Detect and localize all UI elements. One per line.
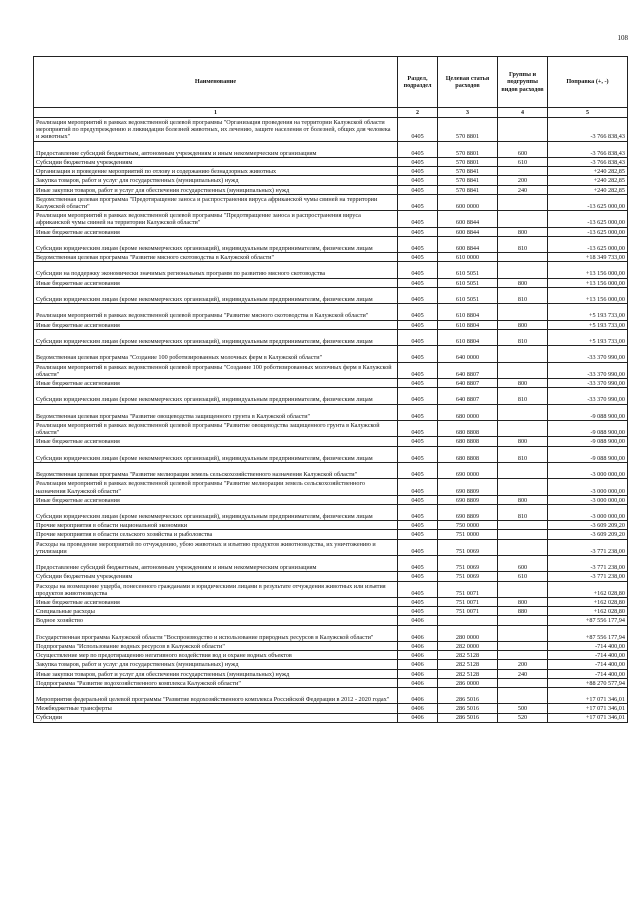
cell-article: 600 8844: [438, 236, 498, 252]
table-row: [34, 437, 628, 446]
cell-section: 0405: [398, 388, 438, 404]
cell-group: 500: [498, 704, 548, 713]
cell-section: 0405: [398, 262, 438, 278]
cell-name: Иные бюджетные ассигнования: [34, 379, 398, 388]
cell-name: Субсидии бюджетным учреждениям: [34, 572, 398, 581]
cell-amendment: +87 556 177,94: [548, 616, 628, 625]
cell-section: 0405: [398, 278, 438, 287]
cell-section: 0405: [398, 304, 438, 320]
cell-amendment: -3 766 838,43: [548, 157, 628, 166]
cell-section: 0405: [398, 236, 438, 252]
cell-amendment: +162 028,80: [548, 598, 628, 607]
cell-section: 0406: [398, 704, 438, 713]
cell-section: 0406: [398, 669, 438, 678]
table-row: [34, 556, 628, 572]
cell-amendment: +17 071 346,01: [548, 687, 628, 703]
cell-name: Иные бюджетные ассигнования: [34, 495, 398, 504]
cell-name: Расходы на проведение мероприятий по отчуждению, убою животных и изъятию продуктов животноводства, их уничтожению и утилизации: [34, 539, 398, 555]
cell-section: 0405: [398, 227, 438, 236]
cell-group: 800: [498, 320, 548, 329]
cell-group: 800: [498, 379, 548, 388]
cell-section: 0405: [398, 556, 438, 572]
table-row: [34, 118, 628, 142]
cell-section: 0405: [398, 581, 438, 597]
cell-article: 610 8804: [438, 320, 498, 329]
cell-group: 880: [498, 607, 548, 616]
cell-name: Подпрограмма "Использование водных ресурсов в Калужской области": [34, 641, 398, 650]
table-row: [34, 287, 628, 303]
cell-section: 0405: [398, 504, 438, 520]
table-row: [34, 278, 628, 287]
cell-article: 600 8844: [438, 211, 498, 227]
cell-amendment: +5 193 733,00: [548, 329, 628, 345]
cell-group: [498, 641, 548, 650]
cell-article: 690 8809: [438, 504, 498, 520]
cell-amendment: -9 088 900,00: [548, 437, 628, 446]
cell-article: 640 8807: [438, 379, 498, 388]
cell-article: 570 8841: [438, 176, 498, 185]
cell-group: 810: [498, 287, 548, 303]
table-row: [34, 598, 628, 607]
table-row: [34, 236, 628, 252]
table-row: [34, 581, 628, 597]
cell-article: 750 0000: [438, 521, 498, 530]
cell-section: 0405: [398, 287, 438, 303]
cell-amendment: -9 088 900,00: [548, 446, 628, 462]
table-row: [34, 167, 628, 176]
cell-section: 0405: [398, 521, 438, 530]
cell-amendment: +18 349 733,00: [548, 253, 628, 262]
cell-amendment: -3 771 238,00: [548, 539, 628, 555]
cell-article: 282 0000: [438, 641, 498, 650]
cell-section: 0406: [398, 713, 438, 722]
cell-section: 0406: [398, 641, 438, 650]
cell-amendment: -33 370 990,00: [548, 346, 628, 362]
cell-section: 0406: [398, 687, 438, 703]
table-row: [34, 704, 628, 713]
cell-article: 610 8804: [438, 304, 498, 320]
table-row: [34, 616, 628, 625]
cell-article: 690 0000: [438, 462, 498, 478]
cell-name: Реализация мероприятий в рамках ведомственной целевой программы "Создание 100 роботизированных молочных ферм в Калужской области": [34, 362, 398, 378]
table-row: [34, 572, 628, 581]
cell-name: Осуществление мер по предотвращению негативного воздействия вод и охране водных объектов: [34, 651, 398, 660]
table-row: [34, 641, 628, 650]
cell-article: 610 8804: [438, 329, 498, 345]
cell-name: Закупка товаров, работ и услуг для государственных (муниципальных) нужд: [34, 176, 398, 185]
cell-article: 751 0069: [438, 556, 498, 572]
cell-article: 680 8808: [438, 420, 498, 436]
cell-article: 570 8801: [438, 118, 498, 142]
cell-amendment: -9 088 900,00: [548, 420, 628, 436]
cell-amendment: -3 000 000,00: [548, 462, 628, 478]
cell-name: Субсидии: [34, 713, 398, 722]
table-row: [34, 479, 628, 495]
cell-article: 600 0000: [438, 194, 498, 210]
cell-amendment: +5 193 733,00: [548, 304, 628, 320]
cell-section: 0406: [398, 660, 438, 669]
cell-name: Реализация мероприятий в рамках ведомственной целевой программы "Организация проведения на территории Калужской области мероприятий по предупреждению и ликвидации болезней животных, их лечению, защите населения от болезней, общих для человека и животных": [34, 118, 398, 142]
cell-group: 200: [498, 176, 548, 185]
header-article: Целевая статья расходов: [438, 57, 498, 108]
header-section: Раздел, подраздел: [398, 57, 438, 108]
cell-article: 690 8809: [438, 479, 498, 495]
cell-amendment: -3 766 838,43: [548, 141, 628, 157]
cell-section: 0406: [398, 651, 438, 660]
cell-name: Иные бюджетные ассигнования: [34, 437, 398, 446]
cell-group: 610: [498, 572, 548, 581]
cell-group: 800: [498, 278, 548, 287]
cell-section: 0405: [398, 194, 438, 210]
cell-amendment: +13 156 000,00: [548, 262, 628, 278]
table-row: [34, 521, 628, 530]
cell-amendment: -13 625 000,00: [548, 227, 628, 236]
cell-name: Субсидии юридическим лицам (кроме некоммерческих организаций), индивидуальным предпринимателям, физическим лицам: [34, 329, 398, 345]
header-num-section: 2: [398, 108, 438, 118]
cell-group: 800: [498, 495, 548, 504]
header-num-amendment: 5: [548, 108, 628, 118]
cell-name: Субсидии юридическим лицам (кроме некоммерческих организаций), индивидуальным предпринимателям, физическим лицам: [34, 287, 398, 303]
cell-section: 0405: [398, 211, 438, 227]
cell-name: Субсидии на поддержку экономически значимых региональных программ по развитию мясного скотоводства: [34, 262, 398, 278]
cell-group: [498, 211, 548, 227]
table-row: [34, 176, 628, 185]
cell-name: Субсидии бюджетным учреждениям: [34, 157, 398, 166]
cell-group: [498, 262, 548, 278]
table-row: [34, 539, 628, 555]
table-row: [34, 262, 628, 278]
cell-name: Закупка товаров, работ и услуг для государственных (муниципальных) нужд: [34, 660, 398, 669]
table-row: [34, 329, 628, 345]
cell-article: 751 0069: [438, 572, 498, 581]
cell-amendment: +240 282,85: [548, 176, 628, 185]
cell-group: [498, 304, 548, 320]
cell-name: Иные закупки товаров, работ и услуг для обеспечения государственных (муниципальных) нужд: [34, 185, 398, 194]
cell-name: Реализация мероприятий в рамках ведомственной целевой программы "Предотвращение заноса и распространения вируса африканской чумы свиней на территории Калужской области": [34, 211, 398, 227]
table-row: [34, 420, 628, 436]
cell-section: 0405: [398, 185, 438, 194]
cell-amendment: +88 270 577,94: [548, 678, 628, 687]
cell-name: Межбюджетные трансферты: [34, 704, 398, 713]
table-row: [34, 253, 628, 262]
cell-section: 0405: [398, 572, 438, 581]
cell-section: 0405: [398, 329, 438, 345]
cell-article: 751 0071: [438, 598, 498, 607]
cell-section: 0405: [398, 607, 438, 616]
cell-group: 240: [498, 669, 548, 678]
cell-amendment: -3 771 238,00: [548, 572, 628, 581]
cell-group: [498, 530, 548, 539]
cell-name: Субсидии юридическим лицам (кроме некоммерческих организаций), индивидуальным предпринимателям, физическим лицам: [34, 388, 398, 404]
cell-amendment: -3 766 838,43: [548, 118, 628, 142]
cell-amendment: -714 400,00: [548, 669, 628, 678]
cell-article: 570 8841: [438, 185, 498, 194]
table-row: [34, 607, 628, 616]
cell-section: 0405: [398, 437, 438, 446]
cell-group: 810: [498, 446, 548, 462]
cell-name: Ведомственная целевая программа "Создание 100 роботизированных молочных ферм в Калужской области": [34, 346, 398, 362]
cell-amendment: -33 370 990,00: [548, 362, 628, 378]
cell-amendment: -13 625 000,00: [548, 194, 628, 210]
cell-article: 640 8807: [438, 388, 498, 404]
cell-article: 286 5016: [438, 704, 498, 713]
cell-article: 640 8807: [438, 362, 498, 378]
cell-article: [438, 616, 498, 625]
cell-amendment: -9 088 900,00: [548, 404, 628, 420]
cell-amendment: +17 071 346,01: [548, 704, 628, 713]
cell-section: 0405: [398, 495, 438, 504]
cell-amendment: -13 625 000,00: [548, 211, 628, 227]
cell-article: 280 0000: [438, 625, 498, 641]
cell-amendment: -714 400,00: [548, 651, 628, 660]
cell-section: 0405: [398, 420, 438, 436]
table-row: [34, 678, 628, 687]
cell-amendment: -3 771 238,00: [548, 556, 628, 572]
table-row: [34, 362, 628, 378]
cell-name: Расходы на возмещение ущерба, понесенного гражданами и юридическими лицами в результате отчуждения животных или изъятия продуктов животноводства: [34, 581, 398, 597]
table-row: [34, 651, 628, 660]
cell-article: 570 8841: [438, 167, 498, 176]
cell-section: 0405: [398, 118, 438, 142]
table-row: [34, 462, 628, 478]
cell-group: 800: [498, 437, 548, 446]
table-row: [34, 504, 628, 520]
cell-section: 0406: [398, 625, 438, 641]
cell-group: [498, 462, 548, 478]
cell-group: [498, 253, 548, 262]
cell-group: 800: [498, 227, 548, 236]
cell-group: [498, 118, 548, 142]
cell-section: 0405: [398, 446, 438, 462]
cell-article: 610 5051: [438, 262, 498, 278]
cell-name: Иные закупки товаров, работ и услуг для обеспечения государственных (муниципальных) нужд: [34, 669, 398, 678]
header-num-name: 1: [34, 108, 398, 118]
cell-amendment: -714 400,00: [548, 660, 628, 669]
cell-group: [498, 362, 548, 378]
cell-article: 640 0000: [438, 346, 498, 362]
cell-section: 0405: [398, 176, 438, 185]
cell-name: Организация и проведение мероприятий по отлову и содержанию безнадзорных животных: [34, 167, 398, 176]
table-row: [34, 320, 628, 329]
cell-group: 600: [498, 556, 548, 572]
cell-article: 680 8808: [438, 446, 498, 462]
table-row: [34, 157, 628, 166]
cell-section: 0405: [398, 320, 438, 329]
cell-name: Государственная программа Калужской области "Воспроизводство и использование природных ресурсов в Калужской области": [34, 625, 398, 641]
cell-name: Иные бюджетные ассигнования: [34, 598, 398, 607]
table-row: [34, 530, 628, 539]
cell-amendment: -3 000 000,00: [548, 495, 628, 504]
cell-name: Прочие мероприятия в области сельского хозяйства и рыболовства: [34, 530, 398, 539]
table-row: [34, 713, 628, 722]
cell-name: Субсидии юридическим лицам (кроме некоммерческих организаций), индивидуальным предпринимателям, физическим лицам: [34, 446, 398, 462]
cell-section: 0405: [398, 539, 438, 555]
cell-name: Реализация мероприятий в рамках ведомственной целевой программы "Развитие мясного скотоводства в Калужской области": [34, 304, 398, 320]
cell-group: [498, 539, 548, 555]
cell-name: Мероприятия федеральной целевой программы "Развитие водохозяйственного комплекса Российской Федерации в 2012 - 2020 годах": [34, 687, 398, 703]
cell-article: 751 0000: [438, 530, 498, 539]
cell-article: 610 5051: [438, 278, 498, 287]
cell-name: Ведомственная целевая программа "Развитие мясного скотоводства в Калужской области": [34, 253, 398, 262]
cell-article: 570 8801: [438, 141, 498, 157]
cell-group: [498, 194, 548, 210]
cell-name: Прочие мероприятия в области национальной экономики: [34, 521, 398, 530]
cell-group: [498, 687, 548, 703]
table-row: [34, 404, 628, 420]
cell-amendment: +87 556 177,94: [548, 625, 628, 641]
cell-section: 0405: [398, 404, 438, 420]
cell-section: 0406: [398, 616, 438, 625]
table-row: [34, 379, 628, 388]
cell-group: 810: [498, 329, 548, 345]
cell-section: 0405: [398, 346, 438, 362]
table-row: [34, 388, 628, 404]
cell-group: [498, 616, 548, 625]
cell-section: 0405: [398, 479, 438, 495]
cell-article: 751 0071: [438, 581, 498, 597]
cell-section: 0405: [398, 253, 438, 262]
table-row: [34, 346, 628, 362]
cell-name: Предоставление субсидий бюджетным, автономным учреждениям и иным некоммерческим организациям: [34, 556, 398, 572]
header-num-groups: 4: [498, 108, 548, 118]
cell-name: Ведомственная целевая программа "Развитие овощеводства защищенного грунта в Калужской области": [34, 404, 398, 420]
cell-group: 810: [498, 388, 548, 404]
cell-name: Предоставление субсидий бюджетным, автономным учреждениям и иным некоммерческим организациям: [34, 141, 398, 157]
cell-amendment: -33 370 990,00: [548, 388, 628, 404]
cell-amendment: +162 028,80: [548, 581, 628, 597]
cell-name: Ведомственная целевая программа "Развитие мелиорации земель сельскохозяйственного назначения Калужской области": [34, 462, 398, 478]
cell-amendment: -33 370 990,00: [548, 379, 628, 388]
table-row: [34, 495, 628, 504]
table-row: [34, 660, 628, 669]
cell-amendment: +13 156 000,00: [548, 278, 628, 287]
header-name: Наименование: [34, 57, 398, 108]
cell-name: Ведомственная целевая программа "Предотвращение заноса и распространения вируса африканской чумы свиней на территории Калужской области": [34, 194, 398, 210]
cell-amendment: -3 000 000,00: [548, 479, 628, 495]
cell-group: [498, 521, 548, 530]
cell-amendment: -714 400,00: [548, 641, 628, 650]
table-row: [34, 185, 628, 194]
cell-name: Специальные расходы: [34, 607, 398, 616]
cell-article: 610 0000: [438, 253, 498, 262]
cell-name: Реализация мероприятий в рамках ведомственной целевой программы "Развитие мелиорации земель сельскохозяйственного назначения Калужской области": [34, 479, 398, 495]
cell-group: [498, 167, 548, 176]
cell-article: 282 5128: [438, 669, 498, 678]
cell-article: 690 8809: [438, 495, 498, 504]
header-num-article: 3: [438, 108, 498, 118]
cell-article: 680 8808: [438, 437, 498, 446]
budget-table: [33, 56, 628, 723]
cell-amendment: +162 028,80: [548, 607, 628, 616]
cell-group: [498, 581, 548, 597]
table-body: [34, 118, 628, 723]
cell-group: [498, 651, 548, 660]
cell-group: 800: [498, 598, 548, 607]
cell-article: 286 5016: [438, 713, 498, 722]
cell-section: 0405: [398, 362, 438, 378]
cell-group: 240: [498, 185, 548, 194]
cell-amendment: -3 609 209,20: [548, 530, 628, 539]
cell-section: 0406: [398, 678, 438, 687]
table-row: [34, 141, 628, 157]
cell-article: 282 5128: [438, 651, 498, 660]
cell-group: 600: [498, 141, 548, 157]
cell-section: 0405: [398, 157, 438, 166]
page-number: 108: [617, 34, 628, 42]
cell-name: Субсидии юридическим лицам (кроме некоммерческих организаций), индивидуальным предпринимателям, физическим лицам: [34, 236, 398, 252]
cell-amendment: +5 193 733,00: [548, 320, 628, 329]
cell-name: Иные бюджетные ассигнования: [34, 320, 398, 329]
cell-amendment: +240 282,85: [548, 167, 628, 176]
table-row: [34, 669, 628, 678]
cell-name: Иные бюджетные ассигнования: [34, 227, 398, 236]
cell-section: 0405: [398, 462, 438, 478]
table-row: [34, 304, 628, 320]
cell-group: [498, 625, 548, 641]
cell-article: 751 0071: [438, 607, 498, 616]
cell-section: 0405: [398, 598, 438, 607]
table-row: [34, 211, 628, 227]
header-amendment: Поправка (+, -): [548, 57, 628, 108]
table-row: [34, 625, 628, 641]
cell-amendment: +17 071 346,01: [548, 713, 628, 722]
table-row: [34, 446, 628, 462]
cell-section: 0405: [398, 379, 438, 388]
cell-amendment: +13 156 000,00: [548, 287, 628, 303]
cell-amendment: +240 282,85: [548, 185, 628, 194]
cell-group: [498, 420, 548, 436]
cell-group: [498, 346, 548, 362]
cell-article: 570 8801: [438, 157, 498, 166]
header-groups: Группы и подгруппы видов расходов: [498, 57, 548, 108]
cell-group: 520: [498, 713, 548, 722]
cell-amendment: -13 625 000,00: [548, 236, 628, 252]
cell-amendment: -3 000 000,00: [548, 504, 628, 520]
table-row: [34, 227, 628, 236]
cell-section: 0405: [398, 141, 438, 157]
cell-group: [498, 479, 548, 495]
cell-amendment: -3 609 209,20: [548, 521, 628, 530]
cell-article: 610 5051: [438, 287, 498, 303]
cell-name: Реализация мероприятий в рамках ведомственной целевой программы "Развитие овощеводства защищенного грунта в Калужской области": [34, 420, 398, 436]
cell-name: Субсидии юридическим лицам (кроме некоммерческих организаций), индивидуальным предпринимателям, физическим лицам: [34, 504, 398, 520]
cell-article: 286 5016: [438, 687, 498, 703]
cell-article: 680 0000: [438, 404, 498, 420]
cell-group: [498, 404, 548, 420]
table-row: [34, 687, 628, 703]
cell-name: Водное хозяйство: [34, 616, 398, 625]
cell-name: Подпрограмма "Развитие водохозяйственного комплекса Калужской области": [34, 678, 398, 687]
cell-section: 0405: [398, 167, 438, 176]
cell-section: 0405: [398, 530, 438, 539]
cell-group: 810: [498, 504, 548, 520]
cell-article: 600 8844: [438, 227, 498, 236]
cell-article: 751 0069: [438, 539, 498, 555]
cell-name: Иные бюджетные ассигнования: [34, 278, 398, 287]
cell-group: 610: [498, 157, 548, 166]
cell-article: 286 0000: [438, 678, 498, 687]
cell-group: 810: [498, 236, 548, 252]
cell-group: 200: [498, 660, 548, 669]
table-row: [34, 194, 628, 210]
cell-article: 282 5128: [438, 660, 498, 669]
cell-group: [498, 678, 548, 687]
